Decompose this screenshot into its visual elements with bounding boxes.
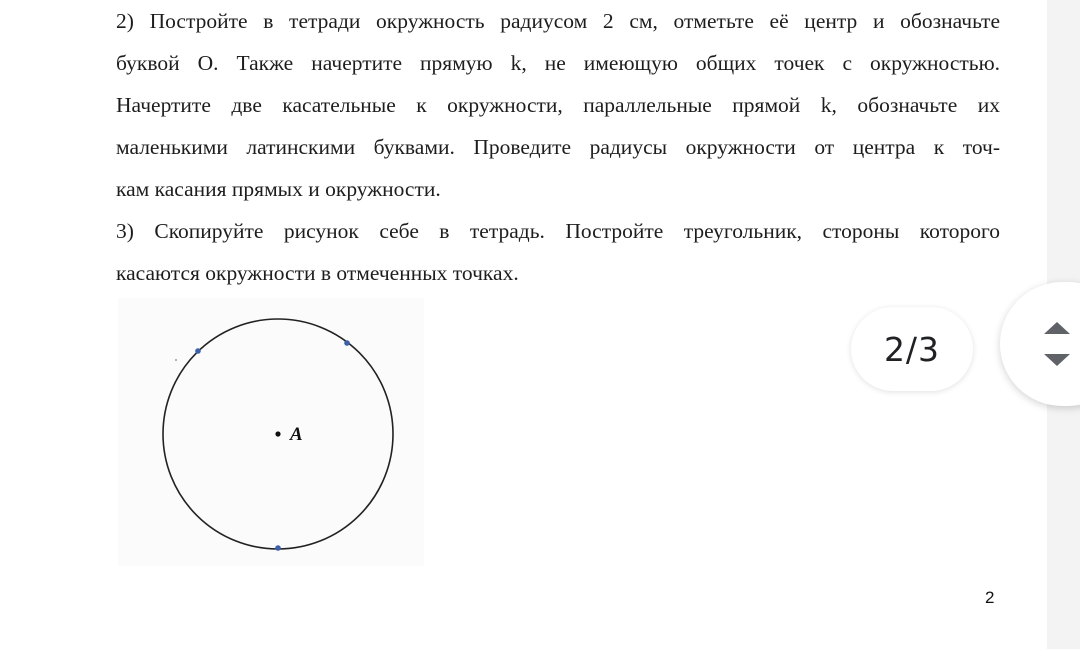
scroll-up-arrow-icon <box>1044 322 1070 334</box>
task-2-line-1: 2) Постройте в тетради окружность радиусом 2 см, отметьте её центр и обозначьте <box>116 9 1000 33</box>
center-point <box>275 431 280 436</box>
page-number: 2 <box>985 588 995 607</box>
tangent-point-upper-right <box>344 340 350 346</box>
circle-figure <box>118 298 424 566</box>
task-2-line-3: Начертите две касательные к окружности, параллельные прямой k, обозначьте их <box>116 93 1000 117</box>
scroll-down-arrow-icon <box>1044 354 1070 366</box>
tangent-point-bottom <box>275 545 281 551</box>
task-2-line-4: маленькими латинскими буквами. Проведите радиусы окружности от центра к точ- <box>116 135 1000 159</box>
task-3-line-2: касаются окружности в отмеченных точках. <box>116 261 519 285</box>
task-3-line-1: 3) Скопируйте рисунок себе в тетрадь. Постройте треугольник, стороны которого <box>116 219 1000 243</box>
page-indicator: 2/3 <box>851 307 973 391</box>
task-2-line-5: кам касания прямых и окружности. <box>116 177 441 201</box>
task-text <box>116 0 1000 294</box>
task-2-line-2: буквой О. Также начертите прямую k, не имеющую общих точек с окружностью. <box>116 51 1000 75</box>
tangent-point-upper-left <box>195 348 201 354</box>
center-label: A <box>290 424 303 445</box>
scan-speck <box>175 359 177 361</box>
circle-diagram <box>118 298 424 566</box>
